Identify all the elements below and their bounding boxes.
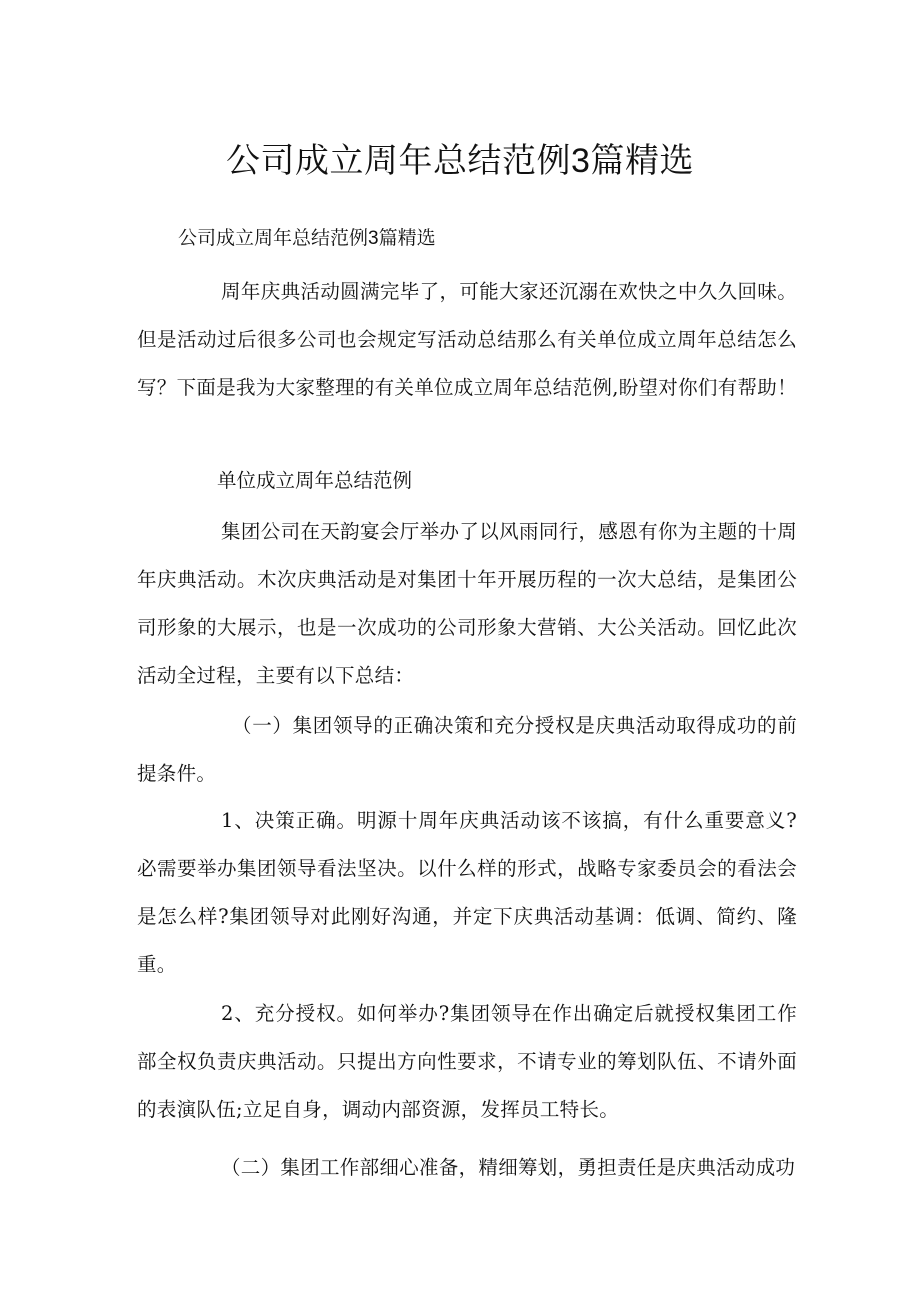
document-subtitle: 公司成立周年总结范例3篇精选	[178, 228, 436, 249]
section-heading: 单位成立周年总结范例	[217, 469, 413, 492]
body-paragraph: 集团公司在天韵宴会厅举办了以风雨同行，感恩有你为主题的十周年庆典活动。木次庆典活动是对集团十年开展历程的一次大总结，是集团公司形象的大展示，也是一次成功的公司形象大营销、大公关活动。回忆此次活动全过程，主要有以下总结：	[137, 520, 797, 687]
point-heading-2: （二）集团工作部细心准备，精细筹划，勇担责任是庆典活动成功	[221, 1156, 796, 1179]
numbered-item-2: 2、充分授权。如何举办?集团领导在作出确定后就授权集团工作部全权负责庆典活动。只提出方向性要求，不请专业的筹划队伍、不请外面的表演队伍;立足自身，调动内部资源，发挥员工特长。	[137, 1002, 797, 1121]
document-title: 公司成立周年总结范例3篇精选	[226, 142, 694, 180]
intro-paragraph: 周年庆典活动圆满完毕了，可能大家还沉溺在欢快之中久久回味。但是活动过后很多公司也会规定写活动总结那么有关单位成立周年总结怎么写？下面是我为大家整理的有关单位成立周年总结范例,盼望对你们有帮助！	[137, 280, 797, 399]
numbered-item-1: 1、决策正确。明源十周年庆典活动该不该搞，有什么重要意义?必需要举办集团领导看法坚决。以什么样的形式，战略专家委员会的看法会是怎么样?集团领导对此刚好沟通，并定下庆典活动基调：低调、简约、隆重。	[137, 809, 797, 976]
point-heading-1: （一）集团领导的正确决策和充分授权是庆典活动取得成功的前提条件。	[137, 714, 797, 785]
